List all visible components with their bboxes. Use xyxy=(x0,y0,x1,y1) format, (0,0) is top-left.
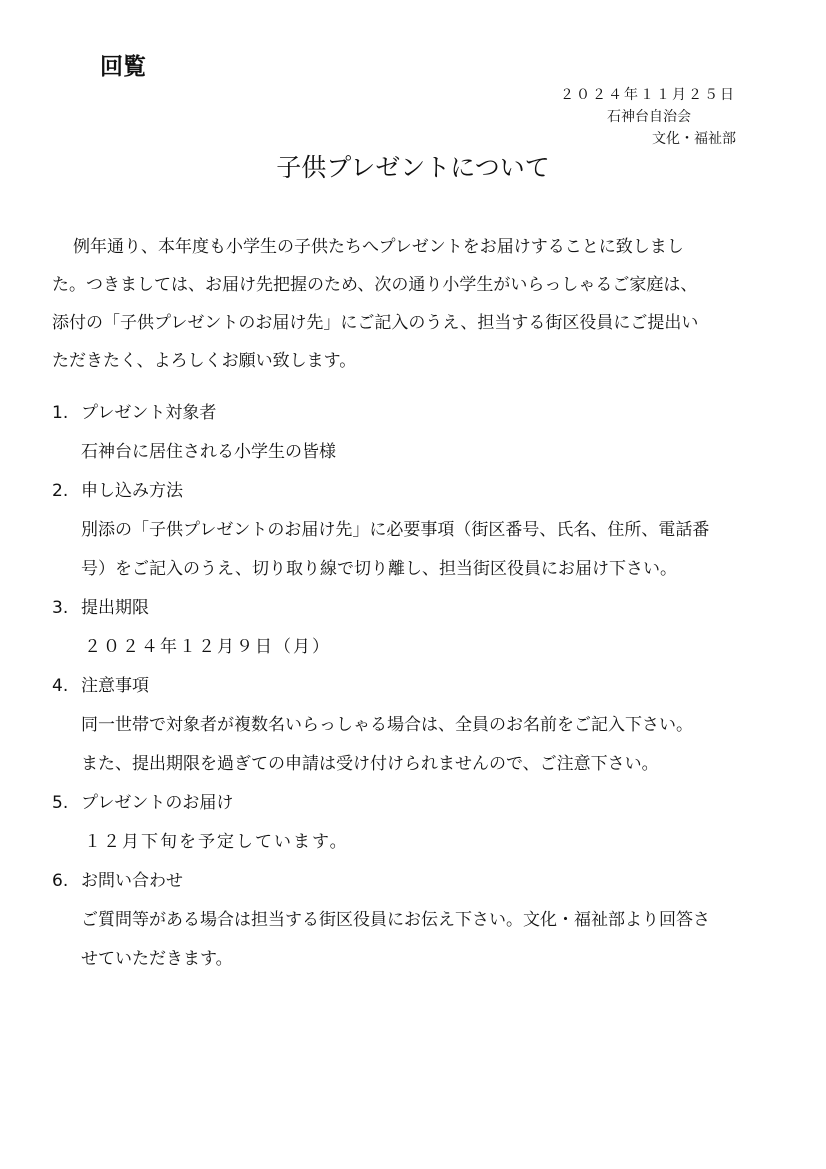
section-line: また、提出期限を過ぎての申請は受け付けられませんので、ご注意下さい。 xyxy=(81,754,659,774)
section-notes xyxy=(52,667,782,784)
section-heading: 注意事項 xyxy=(81,676,149,696)
section-heading: お問い合わせ xyxy=(81,871,183,891)
section-line: 別添の「子供プレゼントのお届け先」に必要事項（街区番号、氏名、住所、電話番 xyxy=(81,520,710,540)
section-delivery xyxy=(52,784,782,862)
sections-list xyxy=(52,394,782,979)
section-line: せていただきます。 xyxy=(81,949,233,969)
section-line: 号）をご記入のうえ、切り取り線で切り離し、担当街区役員にお届け下さい。 xyxy=(81,559,678,579)
section-number: 1. xyxy=(52,403,69,423)
section-line: 石神台に居住される小学生の皆様 xyxy=(81,442,336,462)
document-meta xyxy=(476,84,736,150)
intro-line: ただきたく、よろしくお願い致します。 xyxy=(52,351,357,371)
section-heading: 申し込み方法 xyxy=(81,481,183,501)
circular-label: 回覧 xyxy=(100,54,146,80)
section-deadline xyxy=(52,589,782,667)
section-number: 5. xyxy=(52,793,69,813)
department-name: 文化・福祉部 xyxy=(652,131,736,147)
section-number: 6. xyxy=(52,871,69,891)
organization-name: 石神台自治会 xyxy=(607,109,691,125)
intro-line: 添付の「子供プレゼントのお届け先」にご記入のうえ、担当する街区役員にご提出い xyxy=(52,313,699,333)
document-title: 子供プレゼントについて xyxy=(276,153,550,182)
section-line: １２月下旬を予定しています。 xyxy=(84,832,349,852)
intro-line: 例年通り、本年度も小学生の子供たちへプレゼントをお届けすることに致しまし xyxy=(73,237,684,257)
section-heading: 提出期限 xyxy=(81,598,149,618)
section-heading: プレゼントのお届け xyxy=(81,793,234,813)
section-number: 4. xyxy=(52,676,69,696)
section-number: 3. xyxy=(52,598,69,618)
section-application xyxy=(52,472,782,589)
section-line: 同一世帯で対象者が複数名いらっしゃる場合は、全員のお名前をご記入下さい。 xyxy=(81,715,693,735)
section-contact xyxy=(52,862,782,979)
section-target xyxy=(52,394,782,472)
intro-line: た。つきましては、お届け先把握のため、次の通り小学生がいらっしゃるご家庭は、 xyxy=(52,275,698,295)
section-line: ２０２４年１２月９日（月） xyxy=(84,637,331,657)
section-line: ご質問等がある場合は担当する街区役員にお伝え下さい。文化・福祉部より回答さ xyxy=(81,910,710,930)
intro-paragraph xyxy=(52,228,778,380)
section-heading: プレゼント対象者 xyxy=(81,403,217,423)
section-number: 2. xyxy=(52,481,69,501)
issue-date: ２０２４年１１月２５日 xyxy=(560,87,736,103)
